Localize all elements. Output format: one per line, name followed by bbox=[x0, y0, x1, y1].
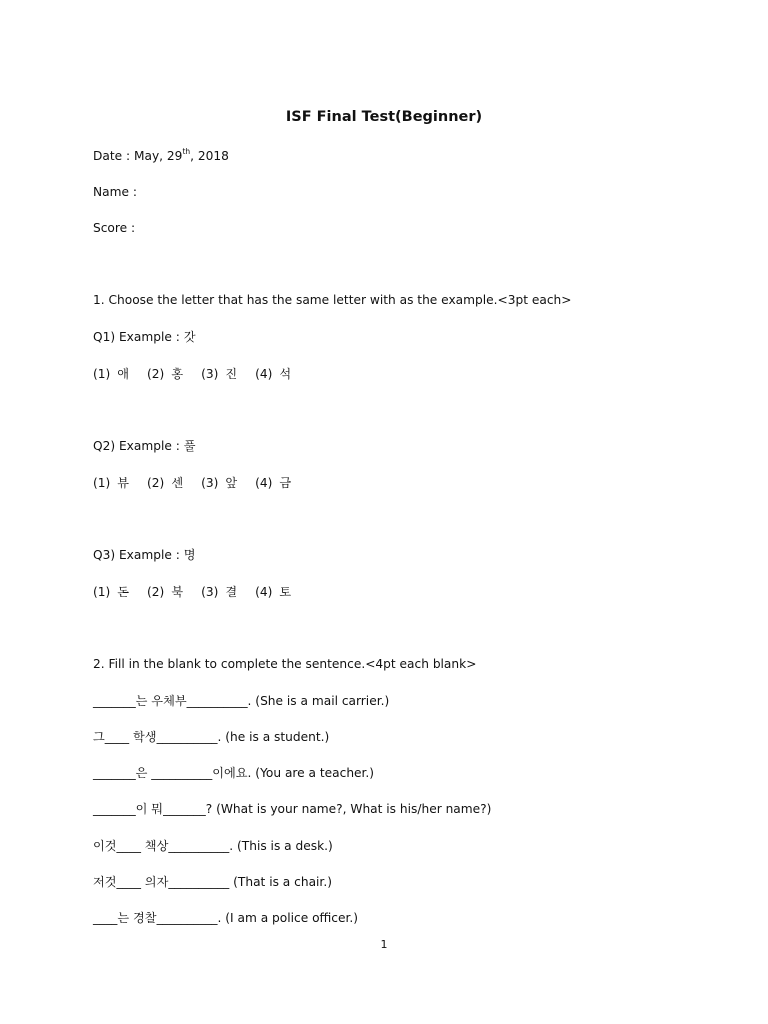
fill-blank-item: _______는 우체부__________. (She is a mail carrier.) bbox=[93, 694, 390, 708]
fill-blank-item: 이것____ 책상__________. (This is a desk.) bbox=[93, 839, 333, 853]
score-line: Score : bbox=[93, 221, 136, 235]
option-number: (2) bbox=[147, 476, 165, 490]
q1-example: Q1) Example : 갓 bbox=[93, 330, 196, 344]
section1-instruction: 1. Choose the letter that has the same letter with as the example.<3pt each> bbox=[93, 293, 572, 307]
option bbox=[147, 475, 183, 491]
option bbox=[93, 366, 129, 382]
option bbox=[201, 366, 237, 382]
option-number: (1) bbox=[93, 585, 111, 599]
option-letter: 북 bbox=[171, 585, 184, 599]
q1-options bbox=[93, 366, 309, 382]
option-letter: 돈 bbox=[117, 585, 130, 599]
option bbox=[201, 584, 237, 600]
q2-options bbox=[93, 475, 309, 491]
document-title: ISF Final Test(Beginner) bbox=[285, 109, 483, 125]
fill-blank-item: _______이 뭐_______? (What is your name?, What is his/her name?) bbox=[93, 802, 492, 816]
option bbox=[255, 366, 291, 382]
option-letter: 센 bbox=[171, 476, 184, 490]
option bbox=[201, 475, 237, 491]
q2-example: Q2) Example : 풀 bbox=[93, 439, 196, 453]
date-ordinal: th bbox=[182, 146, 191, 156]
option-letter: 뷰 bbox=[117, 476, 130, 490]
fill-blank-item: _______은 __________이에요. (You are a teacher.) bbox=[93, 766, 375, 780]
section2-instruction: 2. Fill in the blank to complete the sentence.<4pt each blank> bbox=[93, 657, 477, 671]
option bbox=[147, 584, 183, 600]
option bbox=[93, 584, 129, 600]
date-year: , 2018 bbox=[190, 149, 229, 163]
option-number: (3) bbox=[201, 585, 219, 599]
option-letter: 애 bbox=[117, 367, 130, 381]
option-number: (3) bbox=[201, 367, 219, 381]
fill-blank-item: 그____ 학생__________. (he is a student.) bbox=[93, 730, 330, 744]
option-letter: 결 bbox=[225, 585, 238, 599]
option-number: (1) bbox=[93, 476, 111, 490]
fill-blank-item: ____는 경찰__________. (I am a police officer.) bbox=[93, 911, 359, 925]
option-number: (4) bbox=[255, 367, 273, 381]
option-number: (4) bbox=[255, 585, 273, 599]
option bbox=[147, 366, 183, 382]
option-letter: 진 bbox=[225, 367, 238, 381]
date-line bbox=[93, 148, 229, 164]
option-number: (2) bbox=[147, 585, 165, 599]
option-number: (4) bbox=[255, 476, 273, 490]
option bbox=[255, 475, 291, 491]
option-letter: 홍 bbox=[171, 367, 184, 381]
option-letter: 토 bbox=[279, 585, 292, 599]
option-letter: 금 bbox=[279, 476, 292, 490]
option bbox=[93, 475, 129, 491]
option bbox=[255, 584, 291, 600]
option-letter: 석 bbox=[279, 367, 292, 381]
name-line: Name : bbox=[93, 185, 137, 199]
option-letter: 앞 bbox=[225, 476, 238, 490]
page-number: 1 bbox=[380, 938, 388, 951]
option-number: (2) bbox=[147, 367, 165, 381]
q3-options bbox=[93, 584, 309, 600]
q3-example: Q3) Example : 명 bbox=[93, 548, 196, 562]
option-number: (3) bbox=[201, 476, 219, 490]
fill-blank-item: 저것____ 의자__________ (That is a chair.) bbox=[93, 875, 332, 889]
date-text: Date : May, 29 bbox=[93, 149, 183, 163]
option-number: (1) bbox=[93, 367, 111, 381]
